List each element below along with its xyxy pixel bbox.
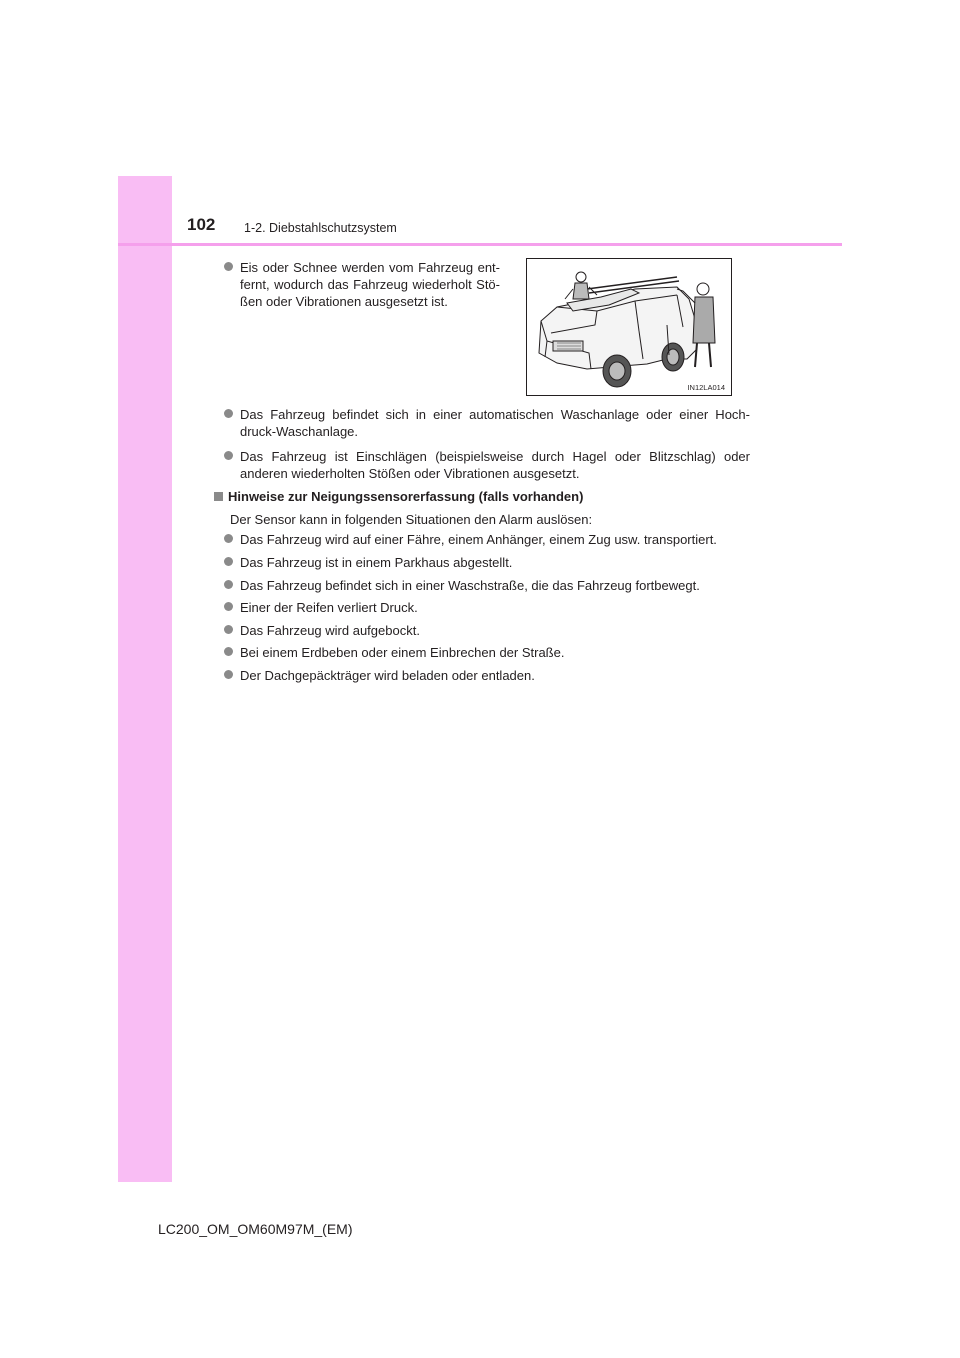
bullet-icon xyxy=(224,557,233,566)
list-item xyxy=(224,644,760,661)
bullet-icon xyxy=(224,451,233,460)
bullet-line: Das Fahrzeug ist Einschlägen (beispielsweise durch Hagel oder Blitzschlag) oder xyxy=(240,449,750,464)
list-item xyxy=(224,448,750,482)
list-item xyxy=(224,531,760,548)
list-item-text: Einer der Reifen verliert Druck. xyxy=(240,600,418,615)
bullet-icon xyxy=(224,670,233,679)
list-item xyxy=(224,554,760,571)
page-sidebar-band xyxy=(118,176,172,1182)
section-title: 1-2. Diebstahlschutzsystem xyxy=(244,221,397,235)
bullet-icon xyxy=(224,647,233,656)
car-illustration xyxy=(526,258,732,396)
list-item xyxy=(224,622,760,639)
list-item-text: Das Fahrzeug ist in einem Parkhaus abgestellt. xyxy=(240,555,513,570)
list-item xyxy=(224,406,750,440)
bullet-icon xyxy=(224,262,233,271)
list-item-text: Das Fahrzeug wird auf einer Fähre, einem Anhänger, einem Zug usw. transportiert. xyxy=(240,532,717,547)
bullet-icon xyxy=(224,602,233,611)
bullet-icon xyxy=(224,580,233,589)
header-rule xyxy=(118,243,842,246)
square-bullet-icon xyxy=(214,492,223,501)
page-number: 102 xyxy=(187,215,216,234)
section-heading-text: Hinweise zur Neigungssensorerfassung (falls vorhanden) xyxy=(228,489,584,504)
bullet-line: fernt, wodurch das Fahrzeug wiederholt Stö- xyxy=(240,277,500,292)
list-item-text: Der Dachgepäckträger wird beladen oder entladen. xyxy=(240,668,535,683)
list-item xyxy=(224,259,500,310)
bullet-line: Eis oder Schnee werden vom Fahrzeug ent- xyxy=(240,260,500,275)
bullet-icon xyxy=(224,534,233,543)
list-item xyxy=(224,667,760,684)
list-item-text: Bei einem Erdbeben oder einem Einbrechen der Straße. xyxy=(240,645,565,660)
section-intro: Der Sensor kann in folgenden Situationen den Alarm auslösen: xyxy=(230,512,593,527)
document-footer: LC200_OM_OM60M97M_(EM) xyxy=(158,1221,353,1237)
bullet-line: ßen oder Vibrationen ausgesetzt ist. xyxy=(240,294,448,309)
car-washing-icon xyxy=(527,259,731,395)
list-item-text: Das Fahrzeug wird aufgebockt. xyxy=(240,623,420,638)
figure-code: IN12LA014 xyxy=(687,383,725,392)
list-item-text: Das Fahrzeug befindet sich in einer Waschstraße, die das Fahrzeug fortbewegt. xyxy=(240,578,700,593)
section-heading xyxy=(214,488,583,505)
list-item xyxy=(224,577,760,594)
bullet-line: Das Fahrzeug befindet sich in einer automatischen Waschanlage oder einer Hoch- xyxy=(240,407,750,422)
list-item xyxy=(224,599,760,616)
bullet-icon xyxy=(224,409,233,418)
bullet-line: druck-Waschanlage. xyxy=(240,424,359,439)
bullet-line: anderen wiederholten Stößen oder Vibrationen ausgesetzt. xyxy=(240,466,580,481)
bullet-icon xyxy=(224,625,233,634)
